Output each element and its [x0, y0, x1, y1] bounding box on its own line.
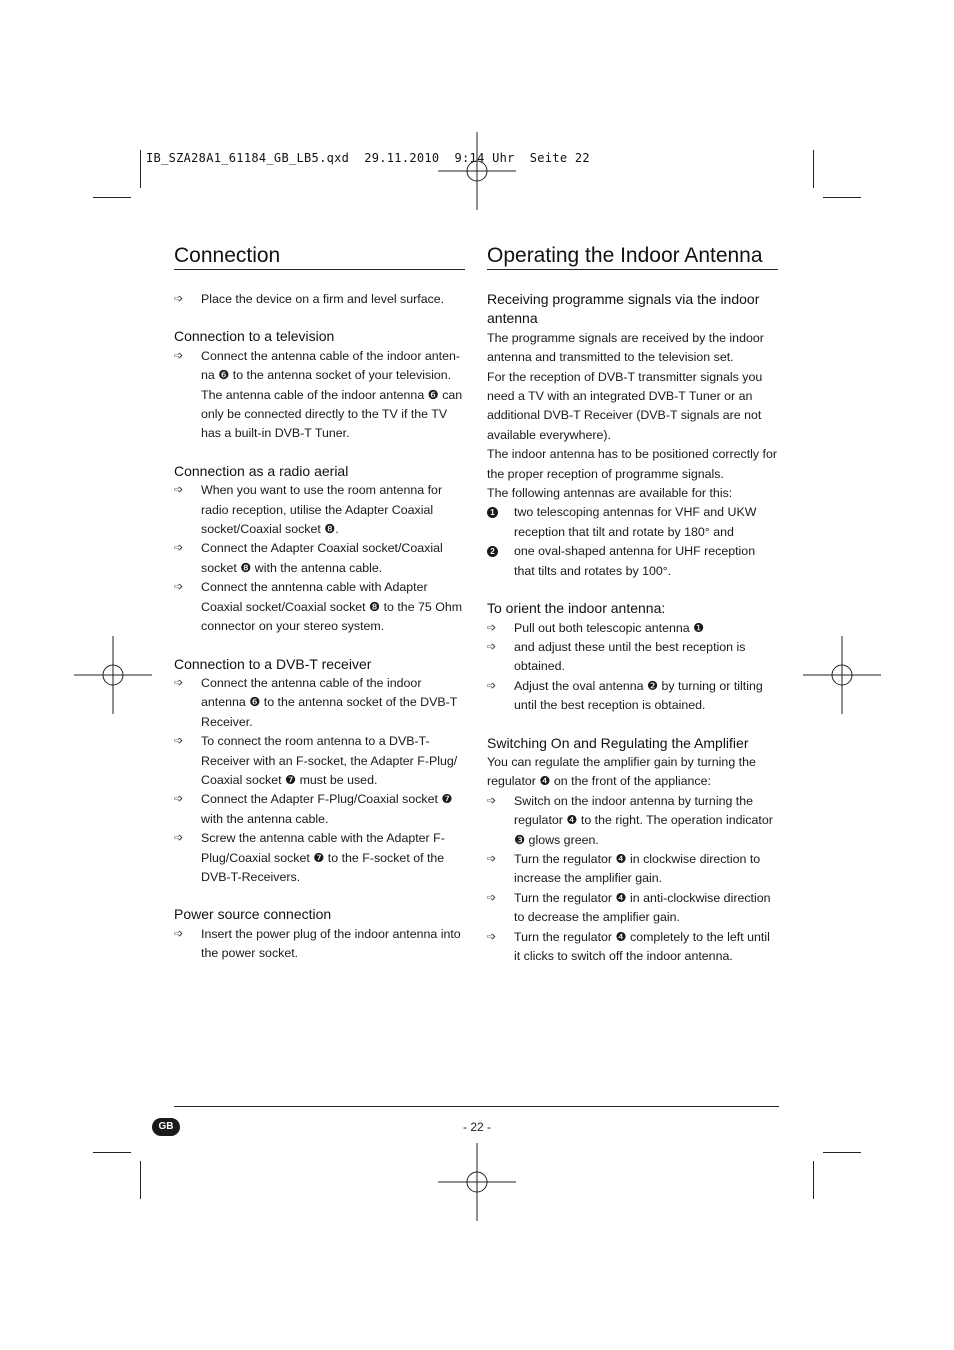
paragraph: You can regulate the amplifier gain by turning the regulator ❹ on the front of the appliance: [487, 754, 756, 789]
list-item: ➩ Insert the power plug of the indoor antenna into the power socket. [174, 926, 461, 961]
paragraph: The programme signals are received by the indoor antenna and transmitted to the television set. [487, 330, 764, 365]
section-heading: Receiving programme signals via the indoor antenna [487, 291, 760, 327]
list-item: ➩ Connect the Adapter Coaxial socket/Coaxial socket ❽ with the antenna cable. [174, 541, 443, 575]
arrow-bullet-icon: ➩ [487, 794, 497, 807]
print-slug: IB_SZA28A1_61184_GB_LB5.qxd 29.11.2010 9:14 Uhr Seite 22 [146, 151, 590, 165]
crop-mark [813, 150, 814, 188]
number-badge: 2 [487, 546, 498, 557]
arrow-bullet-icon: ➩ [487, 852, 497, 865]
arrow-bullet-icon: ➩ [174, 735, 184, 748]
section-heading: To orient the indoor antenna: [487, 600, 666, 617]
crop-mark [93, 197, 131, 198]
footer-rule [174, 1106, 779, 1107]
numbered-item: 1 two telescoping antennas for VHF and UKW reception that tilt and rotate by 180° and [487, 503, 778, 542]
section-dvbt-receiver [174, 655, 465, 888]
paragraph: The indoor antenna has to be positioned correctly for the proper reception of programme signals. [487, 447, 777, 481]
registration-mark-icon [438, 1143, 516, 1221]
list-item: ➩ Connect the antenna cable of the indoor antenna ❻ to the antenna socket of the DVB-T Receiver. [174, 675, 458, 729]
intro-block [174, 290, 465, 309]
arrow-bullet-icon: ➩ [174, 793, 184, 806]
left-column [174, 243, 465, 964]
arrow-bullet-icon: ➩ [174, 542, 184, 555]
paragraph: For the reception of DVB-T transmitter signals you need a TV with an integrated DVB-T Tuner or an additional DVB-T Receiver (DVB-T signals are not available everywhere). [487, 369, 763, 442]
list-item: ➩ Turn the regulator ❹ in anti-clockwise direction to decrease the amplifier gain. [487, 890, 771, 925]
section-heading: Switching On and Regulating the Amplifier [487, 734, 749, 751]
section-heading: Connection to a television [174, 328, 335, 345]
arrow-bullet-icon: ➩ [487, 640, 497, 653]
language-badge: GB [152, 1118, 180, 1136]
list-item: ➩ To connect the room antenna to a DVB-T-Receiver with an F-socket, the Adapter F-Plug/ Coaxial socket ❼ must be used. [174, 734, 458, 787]
list-item: ➩ Adjust the oval antenna ❷ by turning or tilting until the best reception is obtained. [487, 678, 763, 713]
section-heading: Connection as a radio aerial [174, 462, 349, 479]
operating-title: Operating the Indoor Antenna [487, 243, 778, 270]
crop-mark [823, 1152, 861, 1153]
page-number: - 22 - [462, 1120, 491, 1134]
list-item: ➩ and adjust these until the best reception is obtained. [487, 639, 746, 674]
arrow-bullet-icon: ➩ [487, 621, 497, 634]
list-item: ➩ Switch on the indoor antenna by turning the regulator ❹ to the right. The operation indicator ❸ glows green. [487, 793, 773, 847]
paragraph: The following antennas are available for this: [487, 486, 733, 501]
list-item: ➩ Pull out both telescopic antenna ❶ [487, 619, 778, 638]
arrow-bullet-icon: ➩ [174, 293, 184, 305]
section-amplifier [487, 734, 778, 967]
arrow-bullet-icon: ➩ [174, 581, 184, 594]
list-item: ➩ Turn the regulator ❹ in clockwise direction to increase the amplifier gain. [487, 851, 761, 886]
crop-mark [140, 150, 141, 188]
arrow-bullet-icon: ➩ [487, 930, 497, 943]
list-item: ➩ Screw the antenna cable with the Adapter F-Plug/Coaxial socket ❼ to the F-socket of the DVB-T-Receivers. [174, 831, 445, 884]
right-column [487, 243, 778, 966]
number-badge: 1 [487, 507, 498, 518]
section-heading: Power source connection [174, 906, 332, 923]
registration-mark-icon [74, 636, 152, 714]
connection-title: Connection [174, 243, 465, 270]
arrow-bullet-icon: ➩ [174, 676, 184, 689]
section-television [174, 327, 465, 443]
crop-mark [813, 1161, 814, 1199]
crop-mark [140, 1161, 141, 1199]
registration-mark-icon [803, 636, 881, 714]
list-item: ➩ When you want to use the room antenna for radio reception, utilise the Adapter Coaxial socket/Coaxial socket ❽. [174, 483, 443, 537]
list-item: ➩ Turn the regulator ❹ completely to the left until it clicks to switch off the indoor antenna. [487, 929, 770, 963]
list-item: ➩ Connect the Adapter F-Plug/Coaxial socket ❼ with the antenna cable. [174, 792, 453, 826]
arrow-bullet-icon: ➩ [174, 927, 184, 940]
section-radio-aerial [174, 462, 465, 637]
list-item: ➩ Connect the anntenna cable with Adapter Coaxial socket/Coaxial socket ❽ to the 75 Ohm connector on your stereo system. [174, 580, 463, 634]
arrow-bullet-icon: ➩ [487, 679, 497, 692]
arrow-bullet-icon: ➩ [174, 484, 184, 497]
section-receiving-signals [487, 290, 778, 581]
list-item: ➩ Connect the antenna cable of the indoor antenna ❻ to the antenna socket of your television. The antenna cable of the indoor antenna ❻ can only be connected directly to the TV if the TV has a built-in DVB-T Tuner. [174, 348, 463, 441]
section-power-source [174, 905, 465, 963]
arrow-bullet-icon: ➩ [174, 349, 184, 362]
crop-mark [823, 197, 861, 198]
registration-mark-icon [438, 132, 516, 210]
arrow-bullet-icon: ➩ [174, 832, 184, 845]
crop-mark [93, 1152, 131, 1153]
section-heading: Connection to a DVB-T receiver [174, 655, 372, 672]
arrow-bullet-icon: ➩ [487, 891, 497, 904]
list-item: ➩ Place the device on a firm and level surface. [174, 290, 465, 309]
numbered-item: 2 one oval-shaped antenna for UHF reception that tilts and rotates by 100°. [487, 542, 778, 581]
section-orient-antenna [487, 599, 778, 715]
